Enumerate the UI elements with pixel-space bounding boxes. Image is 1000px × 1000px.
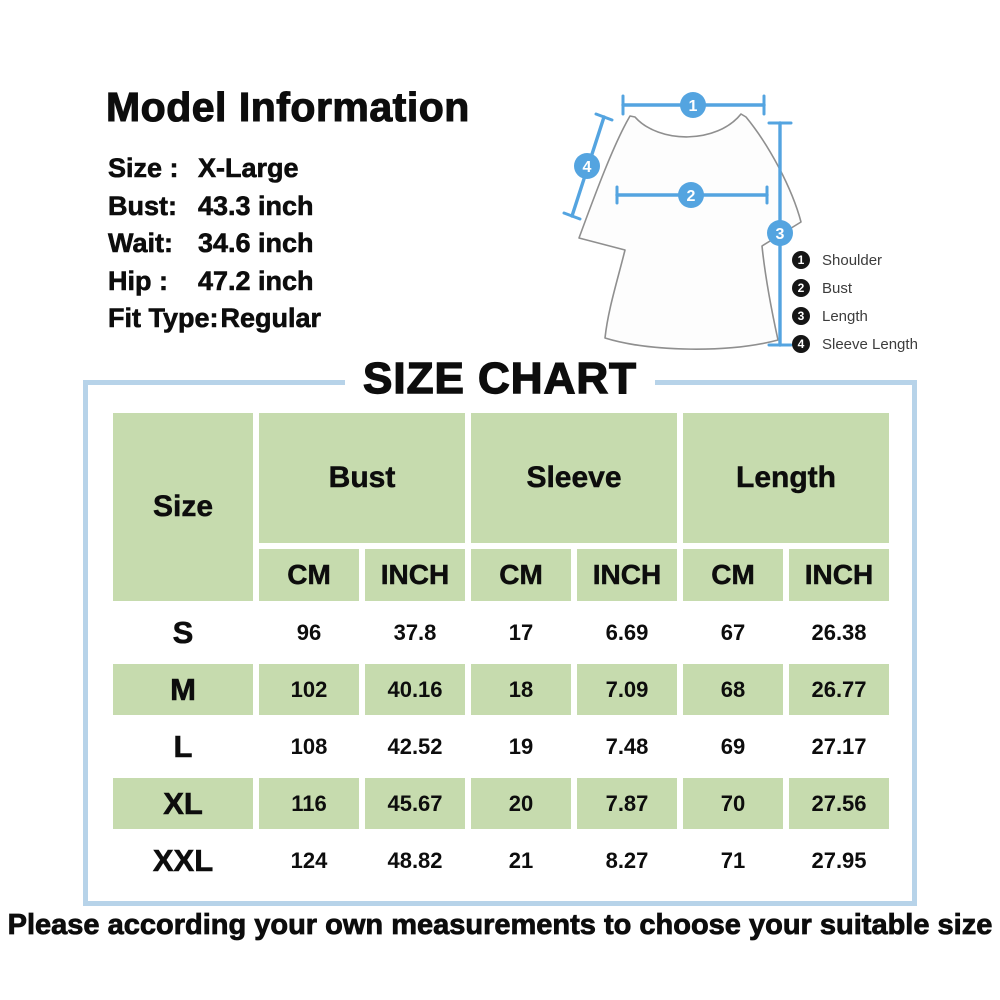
legend-item-shoulder — [792, 246, 918, 274]
table-cell: 20 — [471, 778, 571, 829]
shoulder-marker-number: 1 — [688, 98, 698, 115]
length-marker-number: 3 — [775, 226, 785, 243]
column-header-sleeve: Sleeve — [471, 413, 677, 543]
bust-marker-number: 2 — [686, 188, 696, 205]
column-header-length: Length — [683, 413, 889, 543]
row-xxl-size-label: XXL — [152, 842, 214, 878]
table-cell: 116 — [259, 778, 359, 829]
row-m-size-label: M — [113, 664, 253, 715]
legend-number-icon: 4 — [792, 335, 810, 353]
table-cell: 8.27 — [605, 847, 649, 873]
unit-header-sleeve-cm: CM — [471, 549, 571, 601]
legend-label-sleeve-length: Sleeve Length — [822, 335, 918, 353]
model-bust-value: 43.3 inch — [198, 190, 314, 221]
model-bust-label: Bust: — [108, 190, 177, 221]
unit-header-length-cm: CM — [683, 549, 783, 601]
model-size-value: X-Large — [198, 153, 299, 183]
table-cell: 108 — [290, 733, 328, 759]
table-cell: 124 — [290, 847, 328, 873]
model-information-title: Model Information — [106, 84, 470, 130]
model-fit-line — [108, 300, 321, 338]
table-cell: 19 — [508, 733, 534, 759]
model-hip-value: 47.2 inch — [198, 265, 314, 296]
size-chart-title-text: SIZE CHART — [345, 354, 655, 404]
size-chart-table — [113, 413, 889, 886]
row-s-size-label: S — [172, 614, 194, 650]
column-header-bust: Bust — [259, 413, 465, 543]
table-cell: 21 — [508, 847, 534, 873]
unit-header-sleeve-inch: INCH — [577, 549, 677, 601]
measurement-legend — [792, 246, 918, 358]
model-fit-label: Fit Type: — [108, 303, 219, 333]
model-waist-value: 34.6 inch — [198, 228, 314, 258]
table-cell: 26.77 — [789, 664, 889, 715]
table-cell: 48.82 — [387, 847, 443, 873]
model-bust-line — [108, 188, 321, 226]
model-fit-value: Regular — [220, 303, 322, 333]
table-cell: 18 — [471, 664, 571, 715]
legend-label-length: Length — [822, 307, 868, 325]
table-cell: 69 — [720, 733, 746, 759]
model-size-line — [108, 150, 321, 188]
table-cell: 17 — [508, 619, 534, 645]
table-cell: 40.16 — [365, 664, 465, 715]
table-cell: 45.67 — [365, 778, 465, 829]
model-size-label: Size : — [108, 153, 179, 183]
row-l-size-label: L — [173, 728, 193, 764]
table-cell: 42.52 — [387, 733, 443, 759]
model-waist-line — [108, 225, 321, 263]
legend-label-bust: Bust — [822, 279, 853, 297]
table-cell: 27.56 — [789, 778, 889, 829]
column-header-size: Size — [113, 413, 253, 601]
table-cell: 7.09 — [577, 664, 677, 715]
unit-header-bust-cm: CM — [259, 549, 359, 601]
unit-header-length-inch: INCH — [789, 549, 889, 601]
model-waist-label: Wait: — [108, 228, 173, 258]
row-xl-size-label: XL — [113, 778, 253, 829]
legend-number-icon: 3 — [792, 307, 810, 325]
legend-label-shoulder: Shoulder — [822, 251, 883, 269]
legend-number-icon: 2 — [792, 279, 810, 297]
legend-item-bust — [792, 274, 918, 302]
table-cell: 70 — [683, 778, 783, 829]
sleeve-marker-number: 4 — [582, 159, 592, 176]
size-chart-title — [0, 354, 1000, 404]
unit-header-bust-inch: INCH — [365, 549, 465, 601]
table-cell: 27.17 — [811, 733, 867, 759]
table-cell: 7.87 — [577, 778, 677, 829]
table-cell: 68 — [683, 664, 783, 715]
legend-number-icon: 1 — [792, 251, 810, 269]
table-cell: 37.8 — [393, 619, 437, 645]
legend-item-length — [792, 302, 918, 330]
table-cell: 27.95 — [811, 847, 867, 873]
table-cell: 102 — [259, 664, 359, 715]
table-cell: 26.38 — [811, 619, 867, 645]
model-hip-label: Hip : — [108, 265, 168, 296]
model-hip-line — [108, 263, 321, 301]
table-cell: 67 — [720, 619, 746, 645]
table-cell: 71 — [720, 847, 746, 873]
table-cell: 6.69 — [605, 619, 649, 645]
size-advisory-note: Please according your own measurements to choose your suitable size — [7, 909, 993, 941]
table-cell: 7.48 — [605, 733, 649, 759]
model-information-list — [108, 150, 321, 338]
table-cell: 96 — [296, 619, 322, 645]
